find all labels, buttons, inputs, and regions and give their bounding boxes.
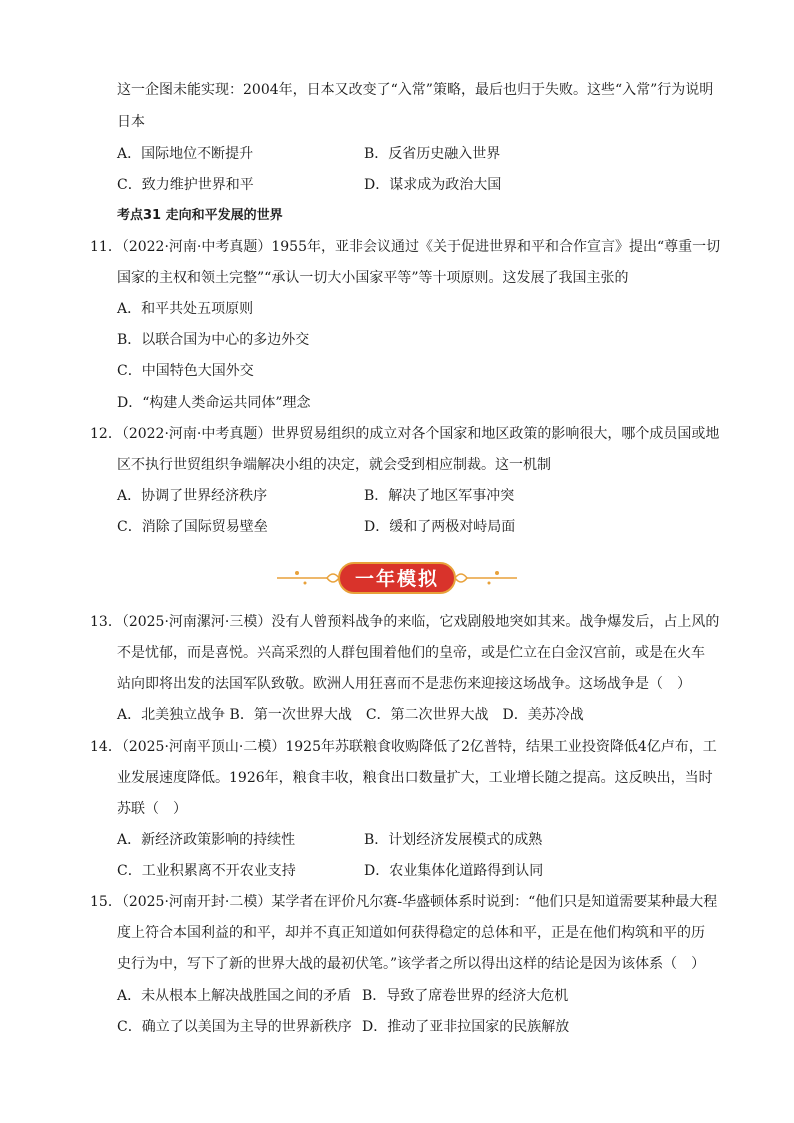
q15-line-2: 度上符合本国利益的和平，却并不真正知道如何获得稳定的总体和平，正是在他们构筑和平的历 <box>117 925 705 941</box>
q11-option-d: D．“构建人类命运共同体”理念 <box>117 395 311 411</box>
q12-option-c: C．消除了国际贸易壁垒 <box>117 519 268 535</box>
q15-line-1: 15．（2025·河南开封·二模）某学者在评价凡尔赛-华盛顿体系时说到：“他们只是知道需要某种最大程 <box>90 894 718 910</box>
q13-line-1: 13．（2025·河南漯河·三模）没有人曾预料战争的来临，它戏剧般地突如其来。战争爆发后，占上风的 <box>90 614 720 630</box>
q12-option-d: D．缓和了两极对峙局面 <box>364 519 516 535</box>
intro-line-2: 日本 <box>117 114 145 130</box>
banner-left-ornament <box>277 571 339 585</box>
q15-option-d: D．推动了亚非拉国家的民族解放 <box>362 1019 570 1035</box>
banner-right-ornament <box>455 571 517 585</box>
q14-line-2: 业发展速度降低。1926年，粮食丰收，粮食出口数量扩大，工业增长随之提高。这反映出，当时 <box>117 770 713 786</box>
q14-option-c: C．工业积累离不开农业支持 <box>117 863 296 879</box>
q14-option-b: B．计划经济发展模式的成熟 <box>364 832 543 848</box>
intro-line-1: 这一企图未能实现：2004年，日本又改变了“入常”策略，最后也归于失败。这些“入常”行为说明 <box>117 82 714 98</box>
q11-option-b: B．以联合国为中心的多边外交 <box>117 332 310 348</box>
q11-option-a: A．和平共处五项原则 <box>117 301 254 317</box>
q11-option-c: C．中国特色大国外交 <box>117 363 254 379</box>
intro-option-c: C．致力维护世界和平 <box>117 177 254 193</box>
intro-option-b: B．反省历史融入世界 <box>364 146 501 162</box>
q12-option-b: B．解决了地区军事冲突 <box>364 488 515 504</box>
q14-line-3: 苏联（ ） <box>117 801 187 817</box>
q12-option-a: A．协调了世界经济秩序 <box>117 488 268 504</box>
q11-line-2: 国家的主权和领土完整”“承认一切大小国家平等”等十项原则。这发展了我国主张的 <box>117 270 629 286</box>
q12-line-2: 区不执行世贸组织争端解决小组的决定，就会受到相应制裁。这一机制 <box>117 457 551 473</box>
q11-line-1: 11．（2022·河南·中考真题）1955年，亚非会议通过《关于促进世界和平和合作宣言》提出“尊重一切 <box>90 239 721 255</box>
q15-option-b: B．导致了席卷世界的经济大危机 <box>362 988 569 1004</box>
q15-option-a: A．未从根本上解决战胜国之间的矛盾 <box>117 988 352 1004</box>
q14-line-1: 14．（2025·河南平顶山·二模）1925年苏联粮食收购降低了2亿普特，结果工业投资降低4亿卢布，工 <box>90 739 717 755</box>
q13-line-3: 站向即将出发的法国军队致敬。欧洲人用狂喜而不是悲伤来迎接这场战争。这场战争是（ ） <box>117 676 691 692</box>
q15-line-3: 史行为中，写下了新的世界大战的最初伏笔。”该学者之所以得出这样的结论是因为该体系（ ） <box>117 956 706 972</box>
q12-line-1: 12．（2022·河南·中考真题）世界贸易组织的成立对各个国家和地区政策的影响很大，哪个成员国或地 <box>90 426 720 442</box>
q15-option-c: C．确立了以美国为主导的世界新秩序 <box>117 1019 352 1035</box>
q14-option-a: A．新经济政策影响的持续性 <box>117 832 296 848</box>
q13-line-2: 不是忧郁，而是喜悦。兴高采烈的人群包围着他们的皇帝，或是伫立在白金汉宫前，或是在火车 <box>117 645 705 661</box>
banner-text: 一年模拟 <box>354 568 440 590</box>
q14-option-d: D．农业集体化道路得到认同 <box>364 863 544 879</box>
section-banner <box>275 558 519 598</box>
intro-option-d: D．谋求成为政治大国 <box>364 177 502 193</box>
intro-option-a: A．国际地位不断提升 <box>117 146 254 162</box>
q13-options: A．北美独立战争 B．第一次世界大战 C．第二次世界大战 D．美苏冷战 <box>117 707 584 723</box>
section-title: 考点31 走向和平发展的世界 <box>117 208 283 223</box>
